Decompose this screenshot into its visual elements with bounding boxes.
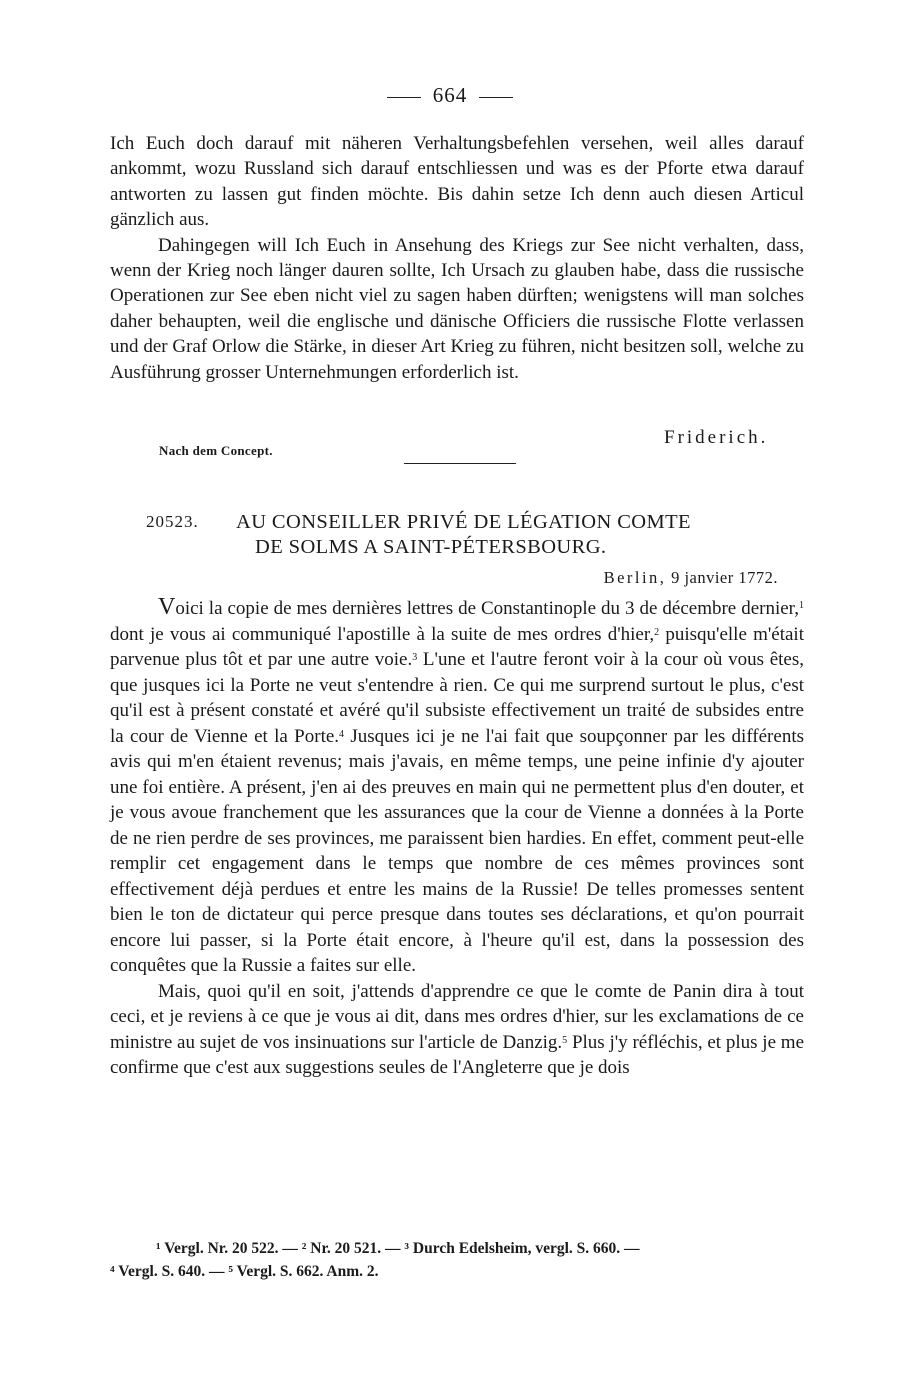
paragraph xyxy=(110,595,804,979)
signature: Friderich. xyxy=(664,427,769,448)
drop-cap: V xyxy=(158,594,176,620)
text-run: dont je vous ai communiqué l'apostille à la suite de mes ordres d'hier, xyxy=(110,623,655,645)
section-a-text xyxy=(110,131,804,385)
paragraph: Dahingegen will Ich Euch in Ansehung des Kriegs zur See nicht verhalten, dass, wenn der Krieg noch länger dauren sollte, Ich Ursach zu glauben habe, dass die russische Operationen zur See eben nicht viel zu sagen haben dürften; wenigstens will man solches daher behaupten, weil die englische und dänische Officiers die russische Flotte verlassen und der Graf Orlow die Stärke, in dieser Art Krieg zu führen, nicht besitzen soll, welche zu Ausführung grosser Unternehmungen erforderlich ist. xyxy=(110,234,804,383)
text-run: Mais, quoi qu'il en soit, j'attends d'apprendre ce que le comte de Panin dira à tout ceci, et je reviens à ce que je vous ai dit, dans mes ordres d'hier, sur les exclamations de ce ministre au sujet de vos insinuations sur l'article de Danzig. xyxy=(110,980,804,1053)
section-divider xyxy=(404,463,516,464)
text-run: Jusques ici je ne l'ai fait que soupçonner par les différents avis qui m'en étaient revenus; mais j'avais, en même temps, une peine infinie d'y ajouter une foi entière. A présent, j'en ai des preuves en main qui ne permettent plus d'en douter, et je vous avoue franchement que les assurances que la cour de Vienne a données à la Porte de ne rien perdre de ses provinces, me paraissent bien hardies. En effet, comment peut-elle remplir cet engagement dans le temps que nombre de ces mêmes provinces sont effectivement déjà perdues et entre les mains de la Russie! De telles promesses sentent bien le ton de dictateur qui perce presque dans toutes ses déclarations, et qu'on pourrait encore lui passer, si la Porte était encore, à l'heure qu'il est, dans la possession des conquêtes que la Russie a faites sur elle. xyxy=(110,725,804,976)
text-run: L'une et l'autre feront voir à la cour où vous êtes, que jusques ici la Porte ne veut s'entendre à rien. Ce qui me surprend surtout le plus, c'est qu'il est à présent constaté et avéré qu'il subsiste effectivement un traité de subsides entre la cour de Vienne et la Porte. xyxy=(110,649,804,747)
text-run: puisqu'elle m'était parvenue plus tôt et par une autre voie. xyxy=(110,623,804,670)
footnote-line: ⁴ Vergl. S. 640. — ⁵ Vergl. S. 662. Anm. 2. xyxy=(110,1263,379,1280)
footnotes xyxy=(110,1237,804,1283)
heading-line: AU CONSEILLER PRIVÉ DE LÉGATION COMTE xyxy=(236,511,691,533)
date-place: Berlin, xyxy=(603,568,667,587)
source-note: Nach dem Concept. xyxy=(159,443,273,458)
heading-line: DE SOLMS A SAINT-PÉTERSBOURG. xyxy=(255,536,607,558)
text-run: Plus j'y réfléchis, et plus je me confirme que c'est aux suggestions seules de l'Angleterre que je dois xyxy=(110,1031,805,1078)
footnote-ref: 5 xyxy=(562,1034,568,1046)
dash-right xyxy=(479,97,513,98)
letter-body xyxy=(110,595,804,1081)
footnote-ref: 2 xyxy=(654,626,660,638)
footnote-ref: 1 xyxy=(799,600,804,611)
page-number xyxy=(0,83,900,108)
document-number: 20523. xyxy=(146,512,199,531)
footnote-ref: 3 xyxy=(412,652,418,663)
dash-left xyxy=(387,97,421,98)
paragraph: Ich Euch doch darauf mit näheren Verhaltungsbefehlen versehen, weil alles darauf ankommt, wozu Russland sich darauf entschliessen und was es der Pforte etwa darauf antworten zu lassen gut finden möchte. Bis dahin setze Ich denn auch diesen Articul gänzlich aus. xyxy=(110,133,804,231)
footnote-ref: 4 xyxy=(339,728,345,740)
page-number-text: 664 xyxy=(432,83,468,107)
letter-heading xyxy=(236,510,796,560)
date-text: 9 janvier 1772. xyxy=(671,568,778,587)
text-run: oici la copie de mes dernières lettres de Constantinople du 3 de décembre dernier, xyxy=(175,598,799,619)
dateline xyxy=(604,568,778,588)
footnote-line: ¹ Vergl. Nr. 20 522. — ² Nr. 20 521. — ³ Durch Edelsheim, vergl. S. 660. — xyxy=(156,1240,640,1257)
paragraph xyxy=(110,979,804,1081)
